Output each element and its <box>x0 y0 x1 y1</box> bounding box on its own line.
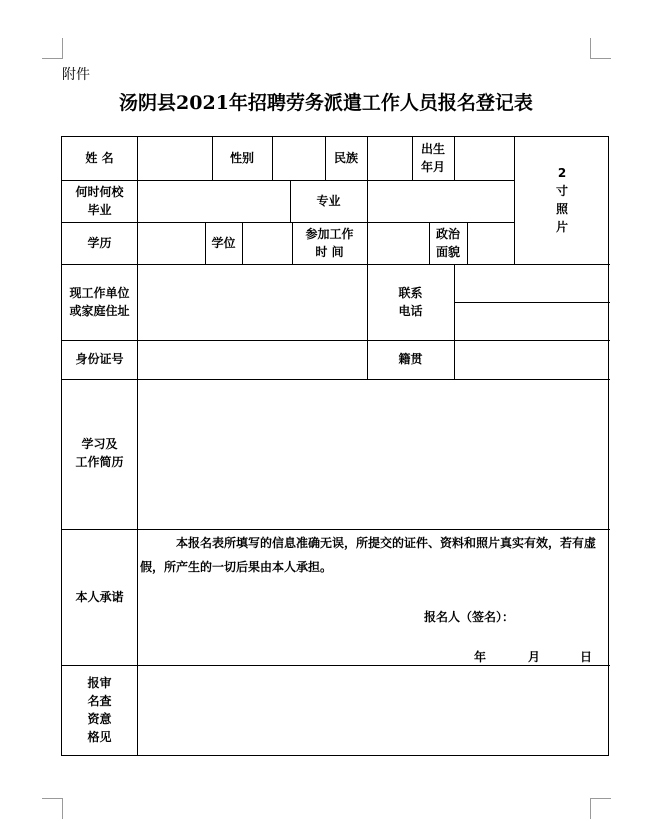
registration-form-table <box>61 136 609 756</box>
resume-field[interactable] <box>138 379 610 529</box>
major-label: 专业 <box>316 194 341 208</box>
political-status-label: 政治 面貌 <box>435 227 460 259</box>
signature-field[interactable] <box>534 605 606 629</box>
birth-date-label: 出生 年月 <box>420 142 445 174</box>
political-status-field[interactable] <box>468 222 514 264</box>
work-start-label: 参加工作 时 间 <box>305 227 354 259</box>
page-title: 汤阴县2021年招聘劳务派遣工作人员报名登记表 <box>119 92 533 114</box>
date-month: 月 <box>528 650 541 664</box>
work-start-field[interactable] <box>368 222 429 264</box>
appendix-label: 附件 <box>62 67 90 83</box>
ethnicity-label: 民族 <box>333 151 358 165</box>
id-number-field[interactable] <box>138 340 367 379</box>
education-label: 学历 <box>87 236 112 250</box>
resume-label: 学习及 工作简历 <box>75 437 124 469</box>
row-line <box>62 529 610 530</box>
crop-mark-bottom-left <box>42 798 63 819</box>
birth-date-field[interactable] <box>455 137 514 180</box>
employer-address-label: 现工作单位 或家庭住址 <box>69 286 130 318</box>
phone-label: 联系 电话 <box>398 286 423 318</box>
gender-label: 性别 <box>229 151 254 165</box>
pledge-label: 本人承诺 <box>75 590 124 604</box>
pledge-text: 本报名表所填写的信息准确无误，所提交的证件、资料和照片真实有效，若有虚假，所产生的一切后果由本人承担。 <box>140 536 597 574</box>
employer-address-field[interactable] <box>138 264 367 340</box>
date-year: 年 <box>474 650 487 664</box>
gender-field[interactable] <box>273 137 325 180</box>
native-place-label: 籍贯 <box>398 352 423 366</box>
major-field[interactable] <box>368 180 514 222</box>
crop-mark-top-right <box>590 38 611 59</box>
signature-label: 报名人（签名）： <box>424 610 515 624</box>
phone-field-1[interactable] <box>455 264 610 302</box>
review-opinion-field[interactable] <box>138 666 610 755</box>
name-label: 姓 名 <box>85 151 114 165</box>
degree-label: 学位 <box>211 236 236 250</box>
name-field[interactable] <box>138 137 212 180</box>
education-field[interactable] <box>138 222 205 264</box>
graduation-label: 何时何校 毕业 <box>75 185 124 217</box>
date-day: 日 <box>580 650 593 664</box>
review-opinion-label: 报审 名查 资意 格见 <box>87 676 112 744</box>
crop-mark-bottom-right <box>590 798 611 819</box>
degree-field[interactable] <box>243 222 292 264</box>
graduation-field[interactable] <box>138 180 290 222</box>
phone-field-2[interactable] <box>455 303 610 340</box>
id-number-label: 身份证号 <box>75 352 124 366</box>
native-place-field[interactable] <box>455 340 610 379</box>
photo-label: 2 寸 照 片 <box>555 166 568 234</box>
crop-mark-top-left <box>42 38 63 59</box>
ethnicity-field[interactable] <box>368 137 412 180</box>
